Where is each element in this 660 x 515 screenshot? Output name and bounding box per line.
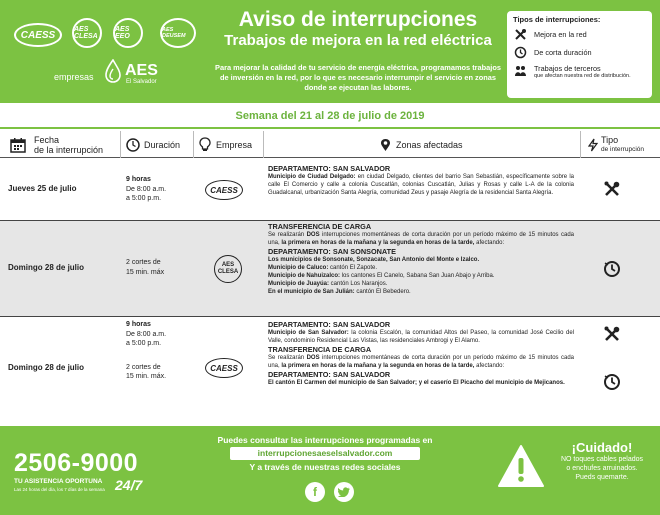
zone-bold: DOS bbox=[306, 232, 320, 238]
zone-bold: DOS bbox=[306, 355, 320, 361]
title-main: Aviso de interrupciones bbox=[238, 8, 478, 31]
aes-logo-text: AES bbox=[125, 62, 158, 79]
row-duration bbox=[126, 258, 164, 277]
duration-hours: 9 horas bbox=[126, 176, 151, 183]
zone-municipio: Municipio de Nahuizalco: bbox=[268, 273, 341, 279]
zone-bold: El cantón El Carmen del municipio de San Salvador; y el caserío El Picacho del municipio de Mejicanos. bbox=[268, 380, 565, 386]
zone-bold: la primera en horas de la mañana y la segunda en horas de la tarde, bbox=[281, 240, 475, 246]
zone-municipio: Municipio de Caluco: bbox=[268, 265, 329, 271]
caess-company-logo: CAESS bbox=[205, 180, 243, 200]
row-date: Domingo 28 de julio bbox=[8, 363, 85, 372]
zone-municipio: Municipio de San Salvador: bbox=[268, 330, 349, 336]
zone-text: la colonia Escalón, la comunidad Altos del Paseo, la comunidad José Cecilio del Valle, condominio Residencial Las Vistas, las residenciales Ambrogi y El Alamo. bbox=[268, 330, 574, 344]
table-row bbox=[0, 317, 660, 426]
page-title bbox=[216, 8, 500, 50]
duration-from: De 8:00 a.m. bbox=[126, 185, 167, 193]
tools-icon bbox=[603, 180, 621, 198]
col-fecha-label-1: Fecha bbox=[34, 134, 60, 145]
row-date: Jueves 25 de julio bbox=[8, 184, 77, 193]
col-duracion bbox=[126, 131, 180, 158]
col-duracion-label: Duración bbox=[144, 139, 181, 150]
table-row bbox=[0, 221, 660, 316]
lightning-icon bbox=[588, 138, 598, 152]
col-empresa bbox=[199, 131, 252, 158]
zone-text: los cantones El Canelo, Sabana San Juan Abajo y Arriba. bbox=[340, 273, 495, 279]
zone-bold: Los municipios de Sonsonate, Sonzacate, San Antonio del Monte e Izalco. bbox=[268, 257, 480, 263]
warning-line: Pueds quemarte. bbox=[575, 474, 629, 481]
social-text: Y a través de nuestras redes sociales bbox=[249, 462, 401, 472]
zone-municipio: Municipio de Juayúa: bbox=[268, 281, 330, 287]
duration-to: a 5:00 p.m. bbox=[126, 195, 162, 202]
legend-item bbox=[513, 46, 646, 58]
zone-text: Se realizarán bbox=[268, 232, 307, 238]
col-zonas bbox=[380, 131, 463, 158]
header bbox=[0, 0, 660, 103]
short-duration-icon bbox=[603, 260, 621, 278]
facebook-icon[interactable]: f bbox=[305, 482, 325, 502]
zone-text: afectando: bbox=[474, 363, 505, 369]
zone-municipio: En el municipio de San Julián: bbox=[268, 289, 355, 295]
tools-icon bbox=[603, 325, 621, 343]
caess-company-logo: CAESS bbox=[205, 358, 243, 378]
website-link[interactable]: interrupcionesaeselsalvador.com bbox=[230, 447, 420, 460]
col-zonas-label: Zonas afectadas bbox=[396, 139, 463, 150]
row-zones bbox=[268, 320, 574, 387]
aes-flame-icon bbox=[104, 59, 122, 83]
clock-icon bbox=[126, 138, 140, 152]
duration-from: De 8:00 a.m. bbox=[126, 330, 167, 338]
aes-clesa-company-logo bbox=[214, 255, 242, 283]
zone-text: cantón El Bebedero. bbox=[354, 289, 411, 295]
warning-icon bbox=[497, 444, 545, 488]
zone-text: interrupciones momentáneas de corta duración por un período máximo de 15 minutos cada una, bbox=[268, 232, 574, 246]
legend-item bbox=[513, 64, 646, 79]
zone-heading: TRANSFERENCIA DE CARGA bbox=[268, 222, 372, 231]
aes-clesa-line-1: AES bbox=[221, 262, 235, 268]
col-tipo bbox=[588, 131, 644, 158]
week-banner: Semana del 21 al 28 de julio de 2019 bbox=[0, 103, 660, 129]
table-header bbox=[0, 131, 660, 158]
row-duration bbox=[126, 175, 166, 204]
zone-heading: TRANSFERENCIA DE CARGA bbox=[268, 345, 372, 354]
empresas-label: empresas bbox=[54, 72, 94, 82]
legend-label: Trabajos de terceros bbox=[534, 64, 601, 73]
consult-text: Puedes consultar las interrupciones programadas en bbox=[217, 435, 433, 445]
phone-number[interactable]: 2506-9000 bbox=[14, 449, 139, 477]
assistance-label: TU ASISTENCIA OPORTUNA bbox=[14, 478, 103, 485]
zone-text: en ciudad Delgado, clientes del barrio San Sebastián, específicamente sobre la calle El Comercio y calle a colonia Cuscatlán, colonias Cuscatlán, Julias y Rosas y calle L-A de la colonia Guadalcanal, urbanización Santa Alegría, comunidad Zeus y pasaje Alegría de la residencial Santa Alegría. bbox=[268, 174, 574, 196]
third-party-icon bbox=[513, 64, 527, 76]
legend-label: Mejora en la red bbox=[534, 29, 587, 39]
col-fecha bbox=[10, 131, 103, 158]
zone-text: interrupciones momentáneas de corta duración por un período máximo de 15 minutos cada una, bbox=[268, 355, 574, 369]
twitter-icon[interactable] bbox=[334, 482, 354, 502]
duration-max: 15 min. máx. bbox=[126, 373, 167, 380]
zone-text: cantón El Zapote. bbox=[328, 265, 378, 271]
row-zones bbox=[268, 222, 574, 296]
intro-text: Para mejorar la calidad de tu servicio de energía eléctrica, programamos trabajos de inversión en la red, por lo que es necesario interrumpir el servicio en zonas donde se ejecutan las labores. bbox=[215, 63, 501, 92]
zone-text: cantón Los Naranjos. bbox=[329, 281, 388, 287]
calendar-icon bbox=[10, 137, 26, 153]
warning-title: ¡Cuidado! bbox=[571, 440, 633, 455]
warning-line: NO toques cables pelados bbox=[560, 456, 644, 463]
col-fecha-label-2: de la interrupción bbox=[34, 144, 104, 155]
legend-label: De corta duración bbox=[534, 47, 592, 57]
duration-to: a 5:00 p.m. bbox=[126, 340, 162, 347]
zone-bold: la primera en horas de la mañana y la segunda en horas de la tarde, bbox=[281, 363, 475, 369]
row-duration bbox=[126, 320, 166, 382]
short-duration-icon bbox=[513, 46, 527, 58]
zone-heading: DEPARTAMENTO: SAN SALVADOR bbox=[268, 320, 391, 329]
zone-heading: DEPARTAMENTO: SAN SALVADOR bbox=[268, 164, 391, 173]
row-date: Domingo 28 de julio bbox=[8, 263, 85, 272]
caess-logo: CAESS bbox=[14, 23, 62, 47]
hours-24-7: 24/7 bbox=[115, 477, 143, 493]
duration-cuts: 2 cortes de bbox=[126, 259, 161, 266]
row-zones bbox=[268, 164, 574, 197]
legend-sublabel: que afectan nuestra red de distribución. bbox=[534, 73, 631, 79]
zone-text: afectando: bbox=[474, 240, 505, 246]
bulb-icon bbox=[199, 137, 211, 152]
duration-cuts: 2 cortes de bbox=[126, 363, 161, 371]
title-sub: Trabajos de mejora en la red eléctrica bbox=[224, 32, 492, 49]
legend-box bbox=[507, 11, 652, 98]
warning-line: o enchufes arruinados. bbox=[566, 465, 638, 472]
assistance-sub: Las 24 horas del día, los 7 días de la semana bbox=[14, 487, 105, 492]
table-row bbox=[0, 158, 660, 220]
warning-box bbox=[547, 440, 657, 482]
duration-max: 15 min. máx bbox=[126, 268, 165, 276]
legend-item bbox=[513, 28, 646, 40]
short-duration-icon bbox=[603, 373, 621, 391]
tools-icon bbox=[513, 28, 527, 40]
aes-deusem-logo: AES DEUSEM bbox=[160, 18, 196, 48]
aes-eeo-logo: AES EEO bbox=[113, 18, 143, 48]
aes-clesa-line-2: CLESA bbox=[217, 269, 239, 275]
zone-heading: DEPARTAMENTO: SAN SALVADOR bbox=[268, 370, 391, 379]
aes-clesa-logo: AES CLESA bbox=[72, 18, 102, 48]
zone-heading: DEPARTAMENTO: SAN SONSONATE bbox=[268, 247, 396, 256]
map-pin-icon bbox=[380, 138, 391, 152]
col-tipo-label-1: Tipo bbox=[601, 134, 619, 145]
duration-hours: 9 horas bbox=[126, 321, 151, 328]
zone-text: Se realizarán bbox=[268, 355, 307, 361]
col-tipo-label-2: de interrupción bbox=[601, 145, 644, 153]
aes-logo-sub: El Salvador bbox=[126, 79, 157, 85]
zone-municipio: Municipio de Ciudad Delgado: bbox=[268, 174, 356, 180]
legend-title: Tipos de interrupciones: bbox=[513, 15, 601, 24]
col-empresa-label: Empresa bbox=[216, 139, 253, 150]
